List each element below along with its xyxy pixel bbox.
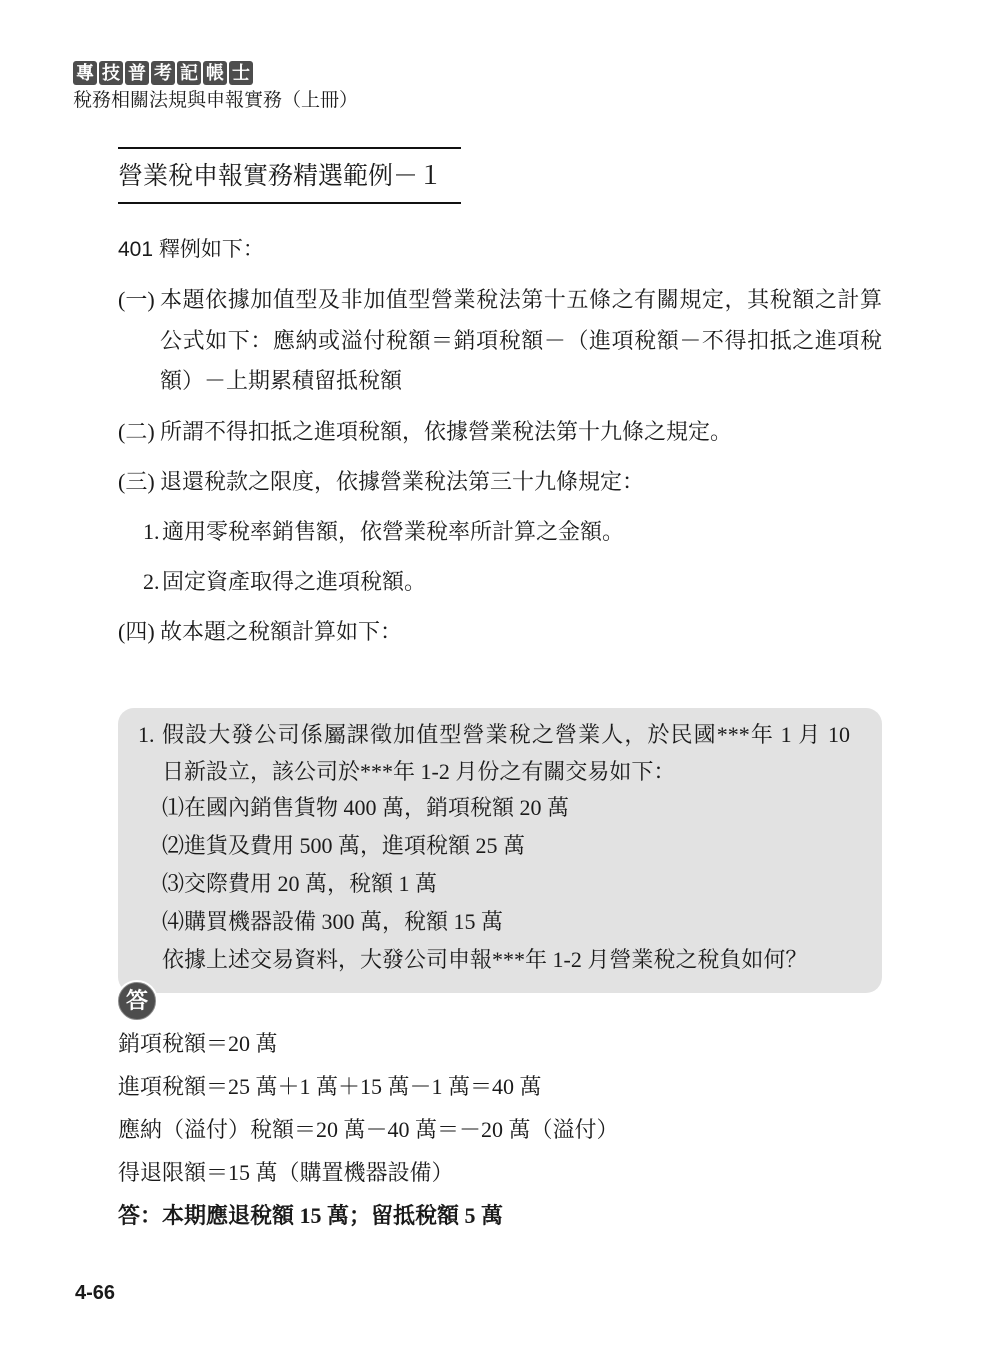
point-text: 公式如下：應納或溢付稅額＝銷項稅額－（進項稅額－不得扣抵之進項稅	[160, 328, 882, 353]
list-item-label: 1.	[143, 519, 160, 544]
point-text: 所謂不得扣抵之進項稅額，依據營業稅法第十九條之規定。	[160, 419, 733, 444]
question-text: 日新設立，該公司於***年 1-2 月份之有關交易如下：	[162, 759, 676, 784]
point-text: 故本題之稅額計算如下：	[160, 619, 403, 644]
answer-conclusion: 答：本期應退稅額 15 萬；留抵稅額 5 萬	[118, 1203, 504, 1228]
question-box	[118, 708, 882, 993]
answer-badge: 答	[118, 982, 156, 1020]
question-item: ⑷購買機器設備 300 萬，稅額 15 萬	[162, 909, 504, 934]
answer-line: 得退限額＝15 萬（購置機器設備）	[118, 1160, 454, 1185]
point-label: (一)	[118, 287, 155, 312]
point-text: 額）－上期累積留抵稅額	[160, 368, 403, 393]
question-number: 1.	[138, 722, 155, 747]
answer-line: 進項稅額＝25 萬＋1 萬＋15 萬－1 萬＝40 萬	[118, 1074, 542, 1099]
list-item: 適用零稅率銷售額，依營業稅率所計算之金額。	[162, 519, 625, 544]
section-title-rule-top	[118, 147, 461, 149]
series-badge-char: 專	[73, 61, 97, 85]
list-item: 固定資產取得之進項稅額。	[162, 569, 427, 594]
point-label: (二)	[118, 419, 155, 444]
book-title: 稅務相關法規與申報實務（上冊）	[73, 90, 359, 111]
section-title-rule-bottom	[118, 202, 461, 204]
intro-heading: 401 釋例如下：	[118, 238, 264, 261]
answer-line: 銷項稅額＝20 萬	[118, 1031, 278, 1056]
series-badge-char: 記	[177, 61, 201, 85]
point-text: 本題依據加值型及非加值型營業稅法第十五條之有關規定，其稅額之計算	[160, 287, 882, 312]
section-title: 營業稅申報實務精選範例－１	[118, 162, 444, 190]
series-badge-char: 考	[151, 61, 175, 85]
answer-line: 應納（溢付）稅額＝20 萬－40 萬＝－20 萬（溢付）	[118, 1117, 619, 1142]
series-badge-char: 士	[229, 61, 253, 85]
series-badge	[73, 61, 253, 85]
question-item: ⑶交際費用 20 萬，稅額 1 萬	[162, 871, 438, 896]
series-badge-char: 技	[99, 61, 123, 85]
point-label: (三)	[118, 469, 155, 494]
series-badge-char: 普	[125, 61, 149, 85]
question-text: 假設大發公司係屬課徵加值型營業稅之營業人，於民國***年 1 月 10	[162, 722, 850, 747]
question-item: ⑵進貨及費用 500 萬，進項稅額 25 萬	[162, 833, 526, 858]
question-closing: 依據上述交易資料，大發公司申報***年 1-2 月營業稅之稅負如何？	[162, 947, 808, 972]
point-text: 退還稅款之限度，依據營業稅法第三十九條規定：	[160, 469, 645, 494]
point-label: (四)	[118, 619, 155, 644]
list-item-label: 2.	[143, 569, 160, 594]
page-number: 4-66	[75, 1282, 116, 1304]
question-item: ⑴在國內銷售貨物 400 萬，銷項稅額 20 萬	[162, 795, 570, 820]
series-badge-char: 帳	[203, 61, 227, 85]
